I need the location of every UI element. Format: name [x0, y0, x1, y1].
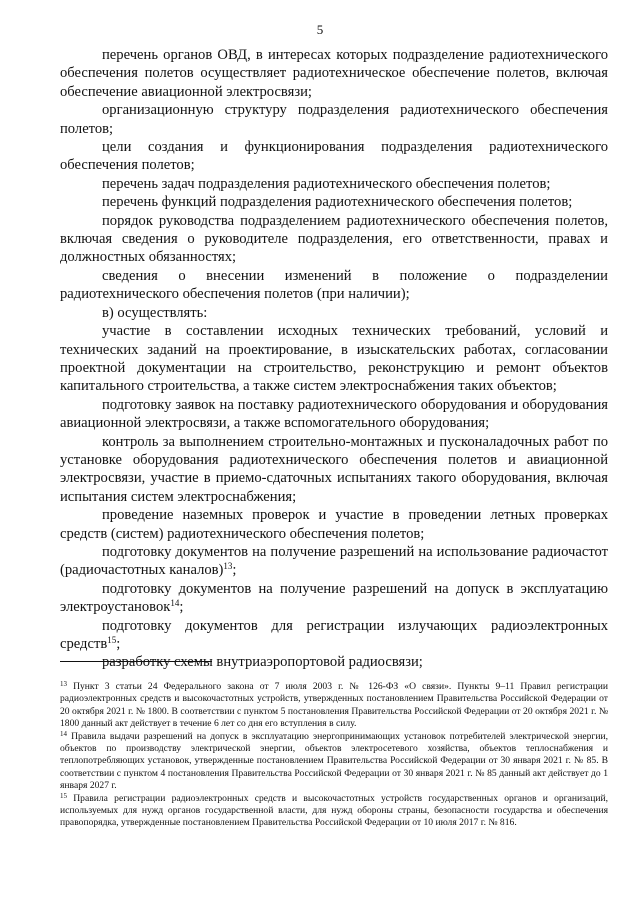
paragraph-text: разработку схемы внутриаэропортовой радиосвязи; [102, 654, 423, 671]
paragraph-tail: ; [116, 636, 121, 652]
paragraph [60, 322, 608, 396]
paragraph-tail: ; [179, 599, 184, 616]
paragraph [60, 617, 608, 654]
footnotes [60, 681, 608, 830]
footnote-ref: 13 [223, 561, 233, 572]
footnote-mark: 13 [60, 680, 67, 688]
paragraph-text: подготовку заявок на поставку радиотехнического оборудования и оборудования авиационной электросвязи, а также вспомогательного оборудования; [60, 396, 608, 432]
paragraph [60, 267, 608, 304]
page-number: 5 [316, 22, 324, 37]
footnote-text: Правила выдачи разрешений на допуск в эксплуатацию энергопринимающих установок потребителей электрической энергии, объектов по производству электрической энергии, объектов электросетевого хозяйства, объектов теплоснабжения и теплопотребляющих установок, утвержденные постановлением Правительства Российской Федерации от 30 января 2021 г. № 85. В соответствии с пунктом 4 постановления Правительства Российской Федерации от 30 января 2021 г. № 85 данный акт действует до 1 января 2027 г. [60, 730, 608, 792]
footnote-ref: 14 [170, 598, 180, 609]
footnote-text: Пункт 3 статьи 24 Федерального закона от 7 июля 2003 г. № 126-ФЗ «О связи». Пункты 9–11 Правил регистрации радиоэлектронных средств и высокочастотных устройств, утвержденных постановлением Правительства Российской Федерации от 20 октября 2021 г. № 1800. В соответствии с пунктом 5 постановления Правительства Российской Федерации от 20 октября 2021 г. № 1800 данный акт действует в течение 6 лет со дня его вступления в силу. [60, 681, 608, 730]
footnote [60, 731, 608, 793]
footnote-ref: 15 [107, 635, 117, 645]
paragraph [60, 506, 608, 543]
paragraph-text: перечень органов ОВД, в интересах которых подразделение радиотехнического обеспечения полетов осуществляет радиотехническое обеспечение полетов, включая обеспечение авиационной электросвязи; [60, 47, 608, 100]
footnote-mark: 14 [60, 729, 67, 738]
paragraph-text: контроль за выполнением строительно-монтажных и пусконаладочных работ по установке оборудования радиотехнического обеспечения полетов и авиационной электросвязи, участие в приемо-сдаточных испытаниях такого оборудования, включая испытания систем электроснабжения; [60, 433, 608, 505]
paragraph-text: проведение наземных проверок и участие в проведении летных проверках средств (систем) радиотехнического обеспечения полетов; [60, 507, 608, 542]
paragraph-text: сведения о внесении изменений в положение о подразделении радиотехнического обеспечения полетов (при наличии); [60, 267, 608, 303]
footnote [60, 681, 608, 731]
paragraph-text: подготовку документов на получение разрешений на использование радиочастот (радиочастотных каналов) [60, 543, 608, 579]
paragraph-tail: ; [232, 562, 237, 579]
paragraph [60, 543, 608, 580]
paragraph-text: участие в составлении исходных технических требований, условий и технических заданий на проектирование, в изыскательских работах, согласовании проектной документации на строительство, реконструкцию и ремонт объектов капитального строительства, а также систем электроснабжения таких объектов; [60, 323, 608, 395]
paragraph [60, 46, 608, 101]
body-text [60, 46, 608, 672]
paragraph-text: перечень задач подразделения радиотехнического обеспечения полетов; [102, 175, 551, 192]
paragraph [60, 101, 608, 138]
paragraph-text: в) осуществлять: [102, 304, 208, 321]
paragraph-text: подготовку документов для регистрации излучающих радиоэлектронных средств [60, 617, 608, 652]
paragraph-text: организационную структуру подразделения радиотехнического обеспечения полетов; [60, 102, 608, 137]
footnote [60, 793, 608, 830]
footnote-text: Правила регистрации радиоэлектронных средств и высокочастотных устройств государственных органов и организаций, используемых для нужд органов государственной власти, для нужд обороны страны, безопасности государства и обеспечения правопорядка, утвержденные постановлением Правительства Российской Федерации от 10 июля 2017 г. № 816. [60, 792, 608, 829]
paragraph [60, 433, 608, 507]
paragraph [60, 138, 608, 175]
footnote-divider [60, 661, 212, 662]
paragraph-text: подготовку документов на получение разрешений на допуск в эксплуатацию электроустановок [60, 580, 608, 616]
paragraph [60, 304, 608, 322]
paragraph-text: перечень функций подразделения радиотехнического обеспечения полетов; [102, 194, 573, 211]
paragraph [60, 193, 608, 211]
paragraph [60, 653, 608, 671]
paragraph [60, 580, 608, 617]
footnote-mark: 15 [60, 791, 67, 800]
paragraph-text: цели создания и функционирования подразделения радиотехнического обеспечения полетов; [60, 139, 608, 174]
paragraph-text: порядок руководства подразделением радиотехнического обеспечения полетов, включая сведения о руководителе подразделения, его ответственности, правах и должностных обязанностях; [60, 212, 608, 266]
paragraph [60, 175, 608, 193]
paragraph [60, 212, 608, 267]
paragraph [60, 396, 608, 433]
